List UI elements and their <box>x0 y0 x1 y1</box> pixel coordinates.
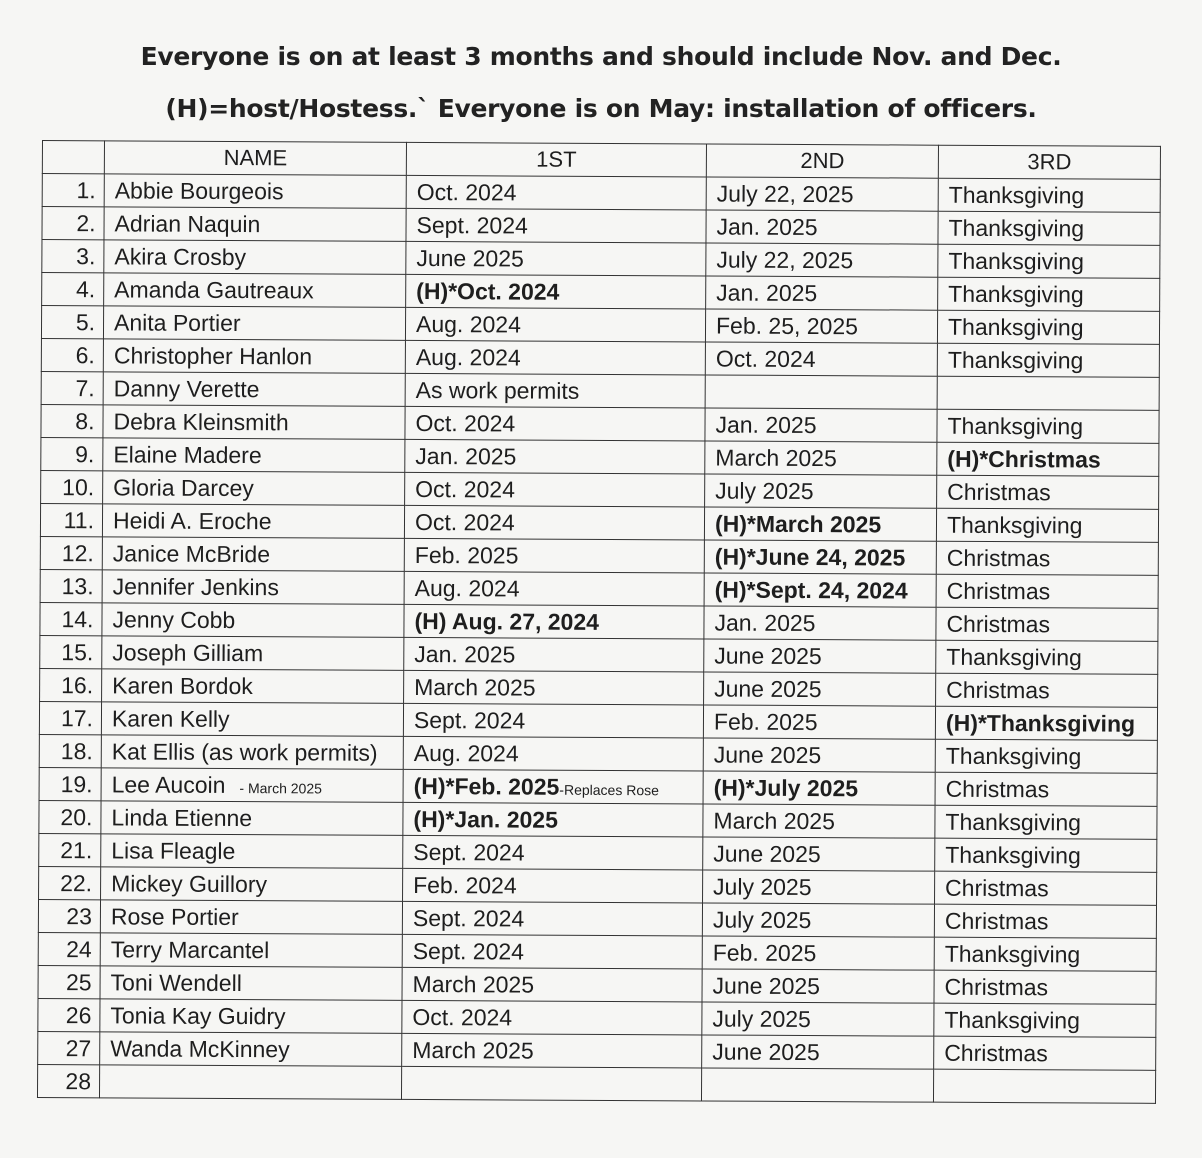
third-cell <box>938 277 1160 311</box>
second-cell-text: March 2025 <box>713 807 835 834</box>
second-cell <box>702 1035 934 1069</box>
third-cell-text: Thanksgiving <box>947 346 1084 373</box>
third-cell-text: Thanksgiving <box>947 313 1084 340</box>
first-cell <box>403 835 703 870</box>
name-cell-text: Mickey Guillory <box>111 869 268 897</box>
roster-table <box>37 140 1161 1104</box>
name-cell <box>103 306 405 341</box>
row-number-cell <box>42 240 104 273</box>
first-cell <box>402 1033 702 1068</box>
second-cell-text: Jan. 2025 <box>716 279 818 306</box>
name-cell-text: Heidi A. Eroche <box>112 506 272 534</box>
second-cell <box>704 606 936 640</box>
second-cell <box>705 441 937 475</box>
second-cell-text: (H)*Sept. 24, 2024 <box>714 576 908 604</box>
row-number-cell <box>39 866 101 899</box>
name-cell <box>101 768 403 803</box>
third-cell-text: Thanksgiving <box>945 742 1082 769</box>
first-cell-text: Aug. 2024 <box>414 574 520 602</box>
second-cell <box>705 408 937 442</box>
third-cell <box>936 574 1158 608</box>
second-cell <box>704 507 936 541</box>
first-cell <box>403 769 703 804</box>
first-cell <box>402 901 702 936</box>
third-cell <box>936 607 1158 641</box>
first-cell-text: Feb. 2025 <box>414 541 519 569</box>
row-number-cell-text: 14. <box>61 605 94 632</box>
name-cell <box>100 966 402 1001</box>
first-cell <box>405 406 705 441</box>
row-number-cell-text: 22. <box>60 869 93 896</box>
third-cell-text: Christmas <box>946 577 1051 604</box>
name-cell-text: Karen Kelly <box>111 704 230 732</box>
third-cell-text: (H)*Christmas <box>947 445 1101 473</box>
first-cell <box>402 934 702 969</box>
second-cell-text: June 2025 <box>712 1038 820 1065</box>
name-cell <box>101 735 403 770</box>
row-number-cell-text: 6. <box>75 341 95 368</box>
third-cell-text: Thanksgiving <box>944 940 1081 967</box>
name-cell <box>99 1065 401 1100</box>
name-cell <box>103 372 405 407</box>
name-cell-text: Kat Ellis (as work permits) <box>111 737 378 766</box>
row-number-cell-text: 5. <box>75 308 96 335</box>
first-cell-text: Aug. 2024 <box>413 739 519 767</box>
name-cell-text: Tonia Kay Guidry <box>110 1001 286 1029</box>
second-cell <box>704 573 936 607</box>
row-number-cell-text: 24 <box>66 935 92 962</box>
name-note: - March 2025 <box>239 779 322 796</box>
name-cell-text: Abbie Bourgeois <box>114 176 284 204</box>
row-number-cell-text: 10. <box>62 473 95 500</box>
name-cell-text: Janice McBride <box>112 539 271 567</box>
first-cell-text: (H)*Oct. 2024 <box>416 277 560 305</box>
header-line-1: Everyone is on at least 3 months and should include Nov. and Dec. <box>140 42 1062 71</box>
third-cell-text: Thanksgiving <box>946 643 1082 670</box>
third-cell-text: Christmas <box>944 973 1049 1000</box>
first-cell <box>405 472 705 507</box>
row-number-cell <box>39 767 101 800</box>
third-cell-text: Thanksgiving <box>948 247 1084 274</box>
row-number-cell-text: 28 <box>65 1067 92 1094</box>
first-cell-text: Oct. 2024 <box>416 178 517 205</box>
third-cell <box>933 1069 1155 1103</box>
row-number-cell-text: 18. <box>60 737 93 764</box>
name-cell <box>104 207 406 242</box>
row-number-cell-text: 12. <box>61 539 94 566</box>
third-cell-text: Christmas <box>947 478 1051 505</box>
row-number-cell <box>42 174 104 207</box>
third-cell-text: Christmas <box>944 907 1049 934</box>
row-number-cell-text: 9. <box>75 440 95 467</box>
row-number-cell <box>41 338 103 371</box>
third-cell-text: Christmas <box>946 676 1050 703</box>
first-cell-text: Sept. 2024 <box>412 904 525 932</box>
first-cell-text: (H)*Feb. 2025 <box>413 772 560 800</box>
name-cell <box>101 702 403 737</box>
row-number-cell-text: 21. <box>60 836 93 863</box>
third-cell <box>935 871 1157 905</box>
first-cell <box>404 670 704 705</box>
second-cell-text: (H)*June 24, 2025 <box>714 543 906 571</box>
column-header-name: NAME <box>104 141 406 176</box>
third-cell <box>937 376 1159 410</box>
name-cell <box>100 900 402 935</box>
first-cell-text: March 2025 <box>412 1036 534 1064</box>
row-number-cell <box>38 932 100 965</box>
second-cell-text: July 2025 <box>713 873 812 900</box>
first-cell <box>404 505 704 540</box>
row-number-cell-text: 25 <box>65 968 92 995</box>
first-cell-text: Oct. 2024 <box>415 475 515 502</box>
name-cell-text: Linda Etienne <box>111 803 253 831</box>
first-cell <box>405 373 705 408</box>
name-cell-text: Jenny Cobb <box>112 605 236 633</box>
header-line-2: (H)=host/Hostess.` Everyone is on May: installation of officers. <box>165 94 1037 123</box>
second-cell <box>702 936 934 970</box>
row-number-cell-text: 7. <box>75 374 95 401</box>
second-cell <box>702 969 934 1003</box>
row-number-cell <box>38 965 100 998</box>
first-cell-text: As work permits <box>415 376 580 404</box>
row-number-cell <box>39 833 101 866</box>
name-cell <box>103 471 405 506</box>
second-cell <box>703 738 935 772</box>
row-number-cell <box>41 437 103 470</box>
second-cell <box>704 639 936 673</box>
name-cell-text: Joseph Gilliam <box>112 638 264 666</box>
second-cell-text: July 22, 2025 <box>716 180 854 207</box>
name-cell <box>103 405 405 440</box>
first-cell-text: Sept. 2024 <box>416 211 528 239</box>
second-cell <box>703 804 935 838</box>
second-cell-text: June 2025 <box>714 675 822 702</box>
row-number-cell <box>40 536 102 569</box>
name-cell <box>104 174 406 209</box>
name-cell <box>101 867 403 902</box>
second-cell <box>706 243 938 277</box>
third-cell <box>937 343 1159 377</box>
second-cell <box>706 276 938 310</box>
second-cell <box>703 837 935 871</box>
first-cell <box>402 967 702 1002</box>
name-cell-text: Lisa Fleagle <box>111 836 236 864</box>
name-cell-text: Wanda McKinney <box>110 1034 290 1062</box>
first-cell-text: Sept. 2024 <box>412 937 525 965</box>
third-cell <box>934 904 1156 938</box>
second-cell <box>704 672 936 706</box>
first-cell-text: (H)*Jan. 2025 <box>413 805 558 833</box>
second-cell <box>705 375 937 409</box>
row-number-cell <box>38 998 100 1031</box>
row-number-cell <box>41 404 103 437</box>
name-cell-text: Amanda Gautreaux <box>114 275 314 303</box>
name-cell-text: Christopher Hanlon <box>113 341 313 369</box>
name-cell-text: Terry Marcantel <box>110 935 270 963</box>
name-cell <box>103 339 405 374</box>
roster-body <box>37 174 1160 1104</box>
third-cell-text: Thanksgiving <box>947 412 1084 439</box>
third-cell <box>936 541 1158 575</box>
second-cell-text: July 2025 <box>712 1005 811 1032</box>
first-cell <box>404 538 704 573</box>
second-cell <box>703 705 935 739</box>
name-cell <box>102 636 404 671</box>
row-number-cell-text: 17. <box>60 704 94 731</box>
third-cell <box>937 409 1159 443</box>
third-cell-text: Thanksgiving <box>948 280 1084 307</box>
third-cell-text: Thanksgiving <box>948 214 1085 241</box>
name-cell <box>102 504 404 539</box>
row-number-cell <box>40 602 102 635</box>
third-cell <box>935 772 1157 806</box>
first-cell <box>405 340 705 375</box>
first-cell-text: Aug. 2024 <box>415 310 521 338</box>
row-number-cell <box>41 371 103 404</box>
first-cell-text: Oct. 2024 <box>412 1003 513 1030</box>
row-number-cell <box>40 635 102 668</box>
third-cell-text: Thanksgiving <box>946 511 1083 538</box>
first-cell-text: March 2025 <box>412 970 535 998</box>
third-cell <box>934 970 1156 1004</box>
third-cell <box>937 442 1159 476</box>
third-cell-text: (H)*Thanksgiving <box>945 709 1136 737</box>
third-cell <box>936 673 1158 707</box>
first-cell-text: (H) Aug. 27, 2024 <box>414 607 600 635</box>
third-cell <box>934 937 1156 971</box>
name-cell-text: Gloria Darcey <box>113 473 254 501</box>
name-cell <box>102 669 404 704</box>
second-cell <box>706 177 938 211</box>
row-number-cell-text: 23 <box>66 902 93 929</box>
third-cell <box>937 310 1159 344</box>
name-cell <box>103 438 405 473</box>
first-cell-text: Feb. 2024 <box>413 871 517 898</box>
first-cell <box>405 439 705 474</box>
name-cell <box>101 834 403 869</box>
name-cell-text: Rose Portier <box>110 902 239 930</box>
name-cell-text: Jennifer Jenkins <box>112 572 279 600</box>
first-cell <box>403 703 703 738</box>
second-cell-text: July 2025 <box>715 477 814 504</box>
name-cell-text: Lee Aucoin <box>111 770 226 798</box>
name-cell <box>102 570 404 605</box>
row-number-cell-text: 1. <box>76 176 96 203</box>
third-cell-text: Thanksgiving <box>948 181 1085 208</box>
third-cell <box>934 1036 1156 1070</box>
second-cell-text: March 2025 <box>715 444 837 471</box>
first-cell-text: March 2025 <box>414 673 536 701</box>
row-number-cell-text: 19. <box>60 770 93 797</box>
third-cell <box>935 739 1157 773</box>
name-cell-text: Anita Portier <box>113 308 241 336</box>
second-cell-text: Oct. 2024 <box>715 345 816 372</box>
column-header-second: 2ND <box>706 144 938 178</box>
first-cell <box>402 1000 702 1035</box>
row-number-cell <box>38 1031 100 1064</box>
row-number-cell <box>39 701 101 734</box>
first-cell-text: Oct. 2024 <box>415 409 516 436</box>
first-cell <box>406 208 706 243</box>
second-cell-text: July 2025 <box>712 906 812 933</box>
name-cell <box>100 933 402 968</box>
row-number-cell <box>41 306 103 339</box>
name-cell <box>104 240 406 275</box>
row-number-cell <box>41 470 103 503</box>
row-number-cell-text: 11. <box>63 506 95 533</box>
row-number-cell-text: 16. <box>61 671 94 698</box>
column-header-third: 3RD <box>938 145 1160 179</box>
third-cell-text: Christmas <box>945 874 1049 901</box>
name-cell-text: Akira Crosby <box>114 242 247 270</box>
row-number-cell <box>37 1064 99 1097</box>
third-cell <box>936 640 1158 674</box>
column-header-first: 1ST <box>406 142 706 177</box>
row-number-cell-text: 4. <box>75 275 96 302</box>
second-cell <box>705 474 937 508</box>
first-cell <box>403 802 703 837</box>
second-cell-text: June 2025 <box>713 741 822 768</box>
first-cell-text: Jan. 2025 <box>415 442 517 469</box>
name-cell <box>101 801 403 836</box>
first-cell <box>401 1066 701 1101</box>
first-cell-text: June 2025 <box>416 244 524 272</box>
second-cell-text: June 2025 <box>712 972 821 999</box>
name-cell <box>100 999 402 1034</box>
row-number-cell-text: 8. <box>75 407 95 434</box>
first-note: -Replaces Rose <box>559 781 659 798</box>
first-cell-text: Sept. 2024 <box>413 706 526 734</box>
name-cell-text: Elaine Madere <box>113 440 262 468</box>
third-cell <box>938 178 1160 212</box>
name-cell <box>100 1032 402 1067</box>
second-cell-text: Feb. 25, 2025 <box>715 312 859 339</box>
row-number-cell-text: 27 <box>65 1034 92 1061</box>
first-cell-text: Jan. 2025 <box>414 640 516 667</box>
first-cell <box>405 307 705 342</box>
first-cell <box>406 241 706 276</box>
third-cell <box>935 838 1157 872</box>
third-cell <box>935 805 1157 839</box>
second-cell <box>702 903 934 937</box>
second-cell <box>704 540 936 574</box>
name-cell <box>104 273 406 308</box>
second-cell-text: Jan. 2025 <box>715 411 817 438</box>
third-cell <box>938 244 1160 278</box>
third-cell-text: Christmas <box>944 1039 1048 1066</box>
first-cell <box>404 571 704 606</box>
row-number-cell <box>42 273 104 306</box>
row-number-cell <box>40 503 102 536</box>
third-cell <box>935 706 1157 740</box>
second-cell <box>702 1002 934 1036</box>
first-cell <box>404 604 704 639</box>
name-cell <box>102 603 404 638</box>
second-cell <box>706 210 938 244</box>
second-cell <box>703 771 935 805</box>
third-cell <box>934 1003 1156 1037</box>
third-cell-text: Christmas <box>946 544 1051 571</box>
row-number-cell <box>39 800 101 833</box>
second-cell-text: Feb. 2025 <box>712 939 817 966</box>
first-cell <box>403 736 703 771</box>
second-cell-text: (H)*July 2025 <box>713 774 859 801</box>
third-cell <box>937 475 1159 509</box>
second-cell <box>705 309 937 343</box>
row-number-cell <box>39 734 101 767</box>
row-number-cell <box>38 899 100 932</box>
first-cell <box>403 868 703 903</box>
third-cell-text: Christmas <box>946 610 1051 637</box>
first-cell <box>404 637 704 672</box>
row-number-cell-text: 15. <box>61 638 94 665</box>
name-cell-text: Karen Bordok <box>112 671 253 699</box>
second-cell-text: Jan. 2025 <box>714 609 816 636</box>
row-number-cell-text: 2. <box>76 209 96 236</box>
name-cell-text: Toni Wendell <box>110 968 242 996</box>
row-number-cell-text: 13. <box>61 572 94 599</box>
third-cell-text: Thanksgiving <box>945 808 1082 835</box>
name-cell-text: Debra Kleinsmith <box>113 407 289 435</box>
name-cell-text: Adrian Naquin <box>114 209 261 237</box>
first-cell <box>406 175 706 210</box>
second-cell-text: Jan. 2025 <box>716 213 818 240</box>
second-cell <box>701 1068 933 1102</box>
third-cell-text: Thanksgiving <box>945 841 1081 868</box>
row-number-cell-text: 26 <box>65 1001 92 1028</box>
row-number-cell <box>42 207 104 240</box>
row-number-cell-text: 3. <box>76 242 96 269</box>
first-cell-text: Aug. 2024 <box>415 343 521 371</box>
third-cell <box>938 211 1160 245</box>
second-cell-text: June 2025 <box>713 840 821 867</box>
row-number-cell-text: 20. <box>60 803 93 830</box>
second-cell <box>703 870 935 904</box>
third-cell-text: Christmas <box>945 775 1050 802</box>
second-cell-text: July 22, 2025 <box>716 246 854 273</box>
first-cell <box>406 274 706 309</box>
second-cell-text: June 2025 <box>714 642 822 669</box>
row-number-cell <box>40 569 102 602</box>
third-cell-text: Thanksgiving <box>944 1006 1081 1033</box>
row-number-cell <box>40 668 102 701</box>
second-cell-text: Feb. 2025 <box>713 708 818 735</box>
first-cell-text: Sept. 2024 <box>413 838 525 866</box>
table-row <box>37 1064 1155 1103</box>
third-cell <box>936 508 1158 542</box>
second-cell <box>705 342 937 376</box>
second-cell-text: (H)*March 2025 <box>714 510 882 537</box>
column-header-number <box>42 141 104 174</box>
name-cell <box>102 537 404 572</box>
first-cell-text: Oct. 2024 <box>414 508 515 535</box>
name-cell-text: Danny Verette <box>113 374 260 402</box>
